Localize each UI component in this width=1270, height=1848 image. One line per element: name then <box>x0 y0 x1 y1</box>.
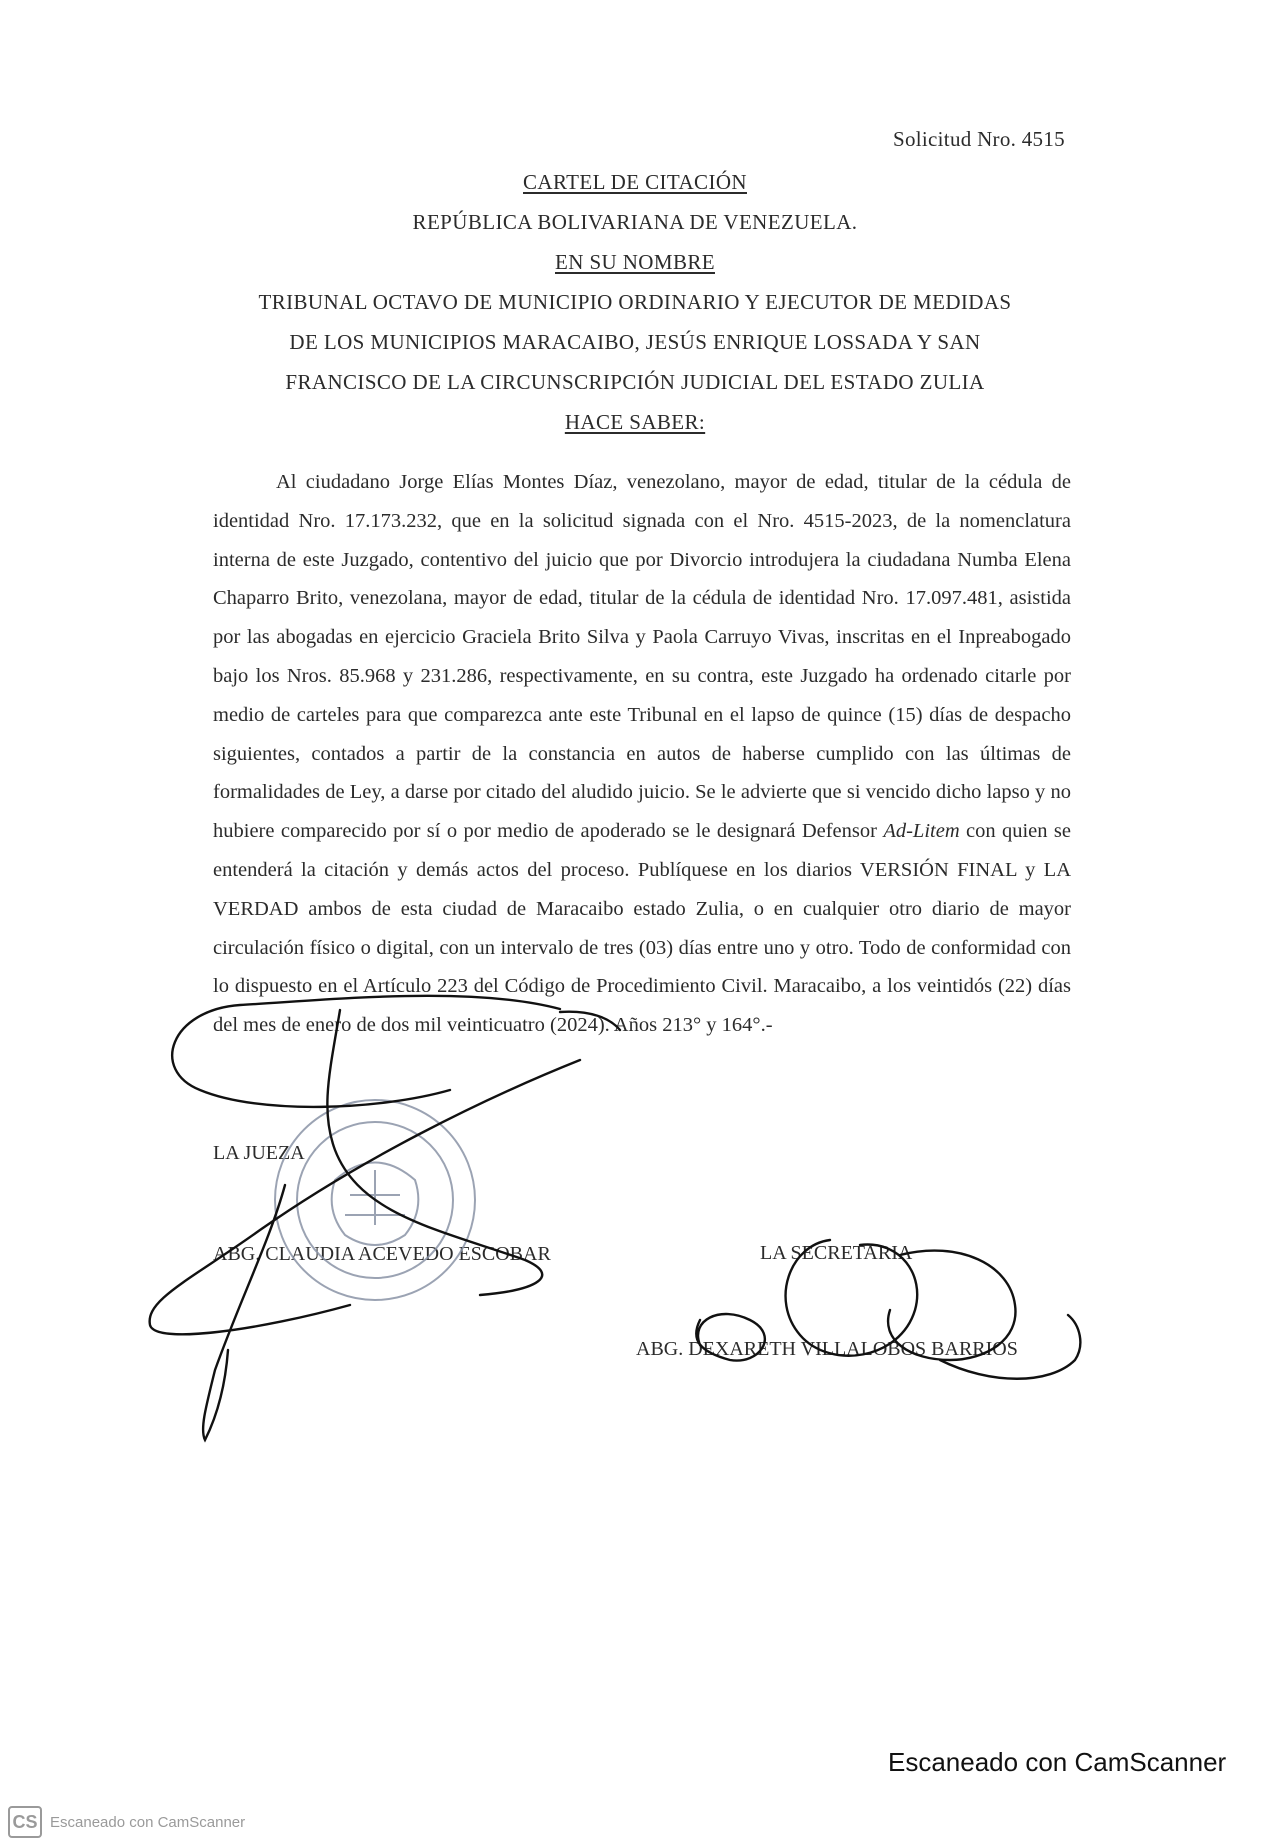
body-part-2: con quien se entenderá la citación y demás actos del proceso. Publíquese en los diarios VERSIÓN FINAL y LA VERDAD ambos de esta ciudad de Maracaibo estado Zulia, o en cualquier otro diario de mayor circulación físico o digital, con un intervalo de tres (03) días entre uno y otro. Todo de conformidad con lo dispuesto en el Artículo 223 del Código de Procedimiento Civil. Maracaibo, a los veintidós (22) días del mes de enero de dos mil veinticuatro (2024). Años 213° y 164°.- <box>213 820 1071 1037</box>
in-name-heading <box>200 250 1070 275</box>
secretary-title: LA SECRETARIA <box>760 1242 913 1264</box>
camscanner-footer-text: Escaneado con CamScanner <box>50 1813 246 1831</box>
court-line-3: FRANCISCO DE LA CIRCUNSCRIPCIÓN JUDICIAL DEL ESTADO ZULIA <box>285 370 985 394</box>
document-title <box>200 170 1070 195</box>
secretary-name: ABG. DEXARETH VILLALOBOS BARRIOS <box>636 1338 1018 1360</box>
court-seal-stamp <box>275 1100 475 1300</box>
document-title-text: CARTEL DE CITACIÓN <box>523 170 747 194</box>
judge-name: ABG. CLAUDIA ACEVEDO ESCOBAR <box>213 1243 551 1265</box>
citation-body <box>213 463 1071 1045</box>
notice-heading <box>200 410 1070 435</box>
camscanner-footer <box>8 1806 245 1838</box>
notice-text: HACE SABER: <box>564 410 706 434</box>
request-number: Solicitud Nro. 4515 <box>893 127 1065 151</box>
in-name-text: EN SU NOMBRE <box>555 250 715 274</box>
court-line-2: DE LOS MUNICIPIOS MARACAIBO, JESÚS ENRIQUE LOSSADA Y SAN <box>289 330 981 354</box>
camscanner-logo-icon: CS <box>8 1806 42 1838</box>
judge-signature-scribble <box>150 996 620 1440</box>
camscanner-watermark: Escaneado con CamScanner <box>888 1747 1227 1777</box>
judge-title: LA JUEZA <box>213 1142 305 1164</box>
court-line-1: TRIBUNAL OCTAVO DE MUNICIPIO ORDINARIO Y EJECUTOR DE MEDIDAS <box>258 290 1012 314</box>
body-part-1: Al ciudadano Jorge Elías Montes Díaz, venezolano, mayor de edad, titular de la cédula de identidad Nro. 17.173.232, que en la solicitud signada con el Nro. 4515-2023, de la nomenclatura interna de este Juzgado, contentivo del juicio que por Divorcio introdujera la ciudadana Numba Elena Chaparro Brito, venezolana, mayor de edad, titular de la cédula de identidad Nro. 17.097.481, asistida por las abogadas en ejercicio Graciela Brito Silva y Paola Carruyo Vivas, inscritas en el Inpreabogado bajo los Nros. 85.968 y 231.286, respectivamente, en su contra, este Juzgado ha ordenado citarle por medio de carteles para que comparezca ante este Tribunal en el lapso de quince (15) días de despacho siguientes, contados a partir de la constancia en autos de haberse cumplido con las últimas de formalidades de Ley, a darse por citado del aludido juicio. Se le advierte que si vencido dicho lapso y no hubiere comparecido por sí o por medio de apoderado se le designará Defensor <box>213 471 1071 843</box>
republic-heading: REPÚBLICA BOLIVARIANA DE VENEZUELA. <box>412 210 858 234</box>
body-italic-ad-litem: Ad-Litem <box>883 820 960 843</box>
